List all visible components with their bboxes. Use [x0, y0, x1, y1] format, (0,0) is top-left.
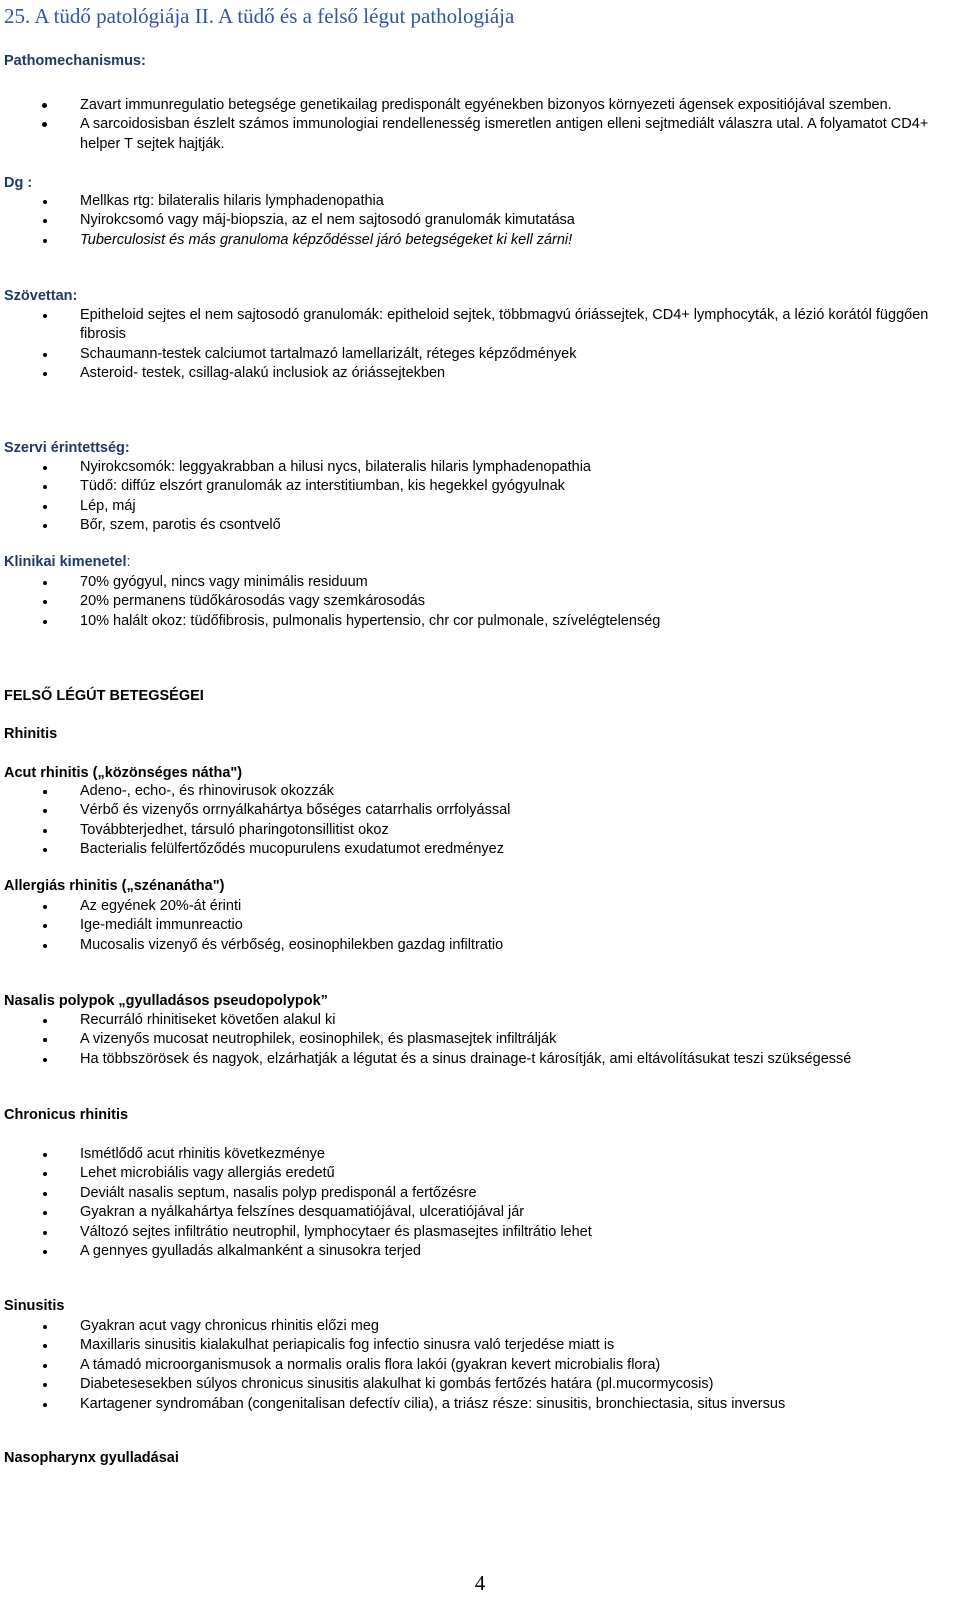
list-item: Zavart immunregulatio betegsége genetikailag predisponált egyénekben bizonyos környezeti ágensek expositiójával szemben. [0, 96, 960, 115]
list-item: Asteroid- testek, csillag-alakú inclusiok az óriássejtekben [0, 364, 960, 383]
list-item: Lehet microbiális vagy allergiás eredetű [0, 1164, 960, 1183]
list-item: Mucosalis vizenyő és vérbőség, eosinophilekben gazdag infiltratio [0, 936, 960, 955]
bullet-icon [42, 103, 47, 108]
bullet-icon [43, 1058, 47, 1062]
bullet-icon [43, 924, 47, 928]
list-item: Tüdő: diffúz elszórt granulomák az interstitiumban, kis hegekkel gyógyulnak [0, 477, 960, 496]
bullet-icon [43, 809, 47, 813]
list-pathomechanism [0, 96, 960, 154]
heading-nasalis-polypok: Nasalis polypok „gyulladásos pseudopolypok” [4, 993, 328, 1009]
list-item: Epitheloid sejtes el nem sajtosodó granulomák: epitheloid sejtek, többmagvú óriássejtek, CD4+ lymphocyták, a lézió korától függően fibrosis [0, 306, 960, 345]
bullet-icon [43, 353, 47, 357]
list-item: 20% permanens tüdőkárosodás vagy szemkárosodás [0, 592, 960, 611]
bullet-icon [43, 314, 47, 318]
bullet-icon [43, 239, 47, 243]
list-item: A vizenyős mucosat neutrophilek, eosinophilek, és plasmasejtek infiltrálják [0, 1030, 960, 1049]
list-item: Ismétlődő acut rhinitis következménye [0, 1145, 960, 1164]
list-item: Mellkas rtg: bilateralis hilaris lymphadenopathia [0, 192, 960, 211]
list-item: Diabetesesekben súlyos chronicus sinusitis alakulhat ki gombás fertőzés határa (pl.mucormycosis) [0, 1375, 960, 1394]
heading-szervi: Szervi érintettség: [4, 440, 130, 456]
list-item: Változó sejtes infiltrátio neutrophil, lymphocytaer és plasmasejtes infiltrátio lehet [0, 1223, 960, 1242]
heading-chronicus-rhinitis: Chronicus rhinitis [4, 1107, 129, 1123]
heading-dg: Dg : [4, 175, 33, 191]
list-item: Recurráló rhinitiseket követően alakul ki [0, 1011, 960, 1030]
list-item: Deviált nasalis septum, nasalis polyp predisponál a fertőzésre [0, 1184, 960, 1203]
list-dg [0, 192, 960, 250]
bullet-icon [43, 505, 47, 509]
bullet-icon [43, 1325, 47, 1329]
bullet-icon [43, 372, 47, 376]
list-item: Bőr, szem, parotis és csontvelő [0, 516, 960, 535]
list-allergias-rhinitis [0, 897, 960, 955]
bullet-icon [42, 122, 47, 127]
page-title: 25. A tüdő patológiája II. A tüdő és a felső légut pathologiája [4, 4, 515, 28]
bullet-icon [43, 1344, 47, 1348]
list-szovettan [0, 306, 960, 384]
list-item: Az egyének 20%-át érinti [0, 897, 960, 916]
heading-allergias-rhinitis: Allergiás rhinitis („szénanátha") [4, 878, 225, 894]
heading-szovettan: Szövettan: [4, 288, 78, 304]
bullet-icon [43, 620, 47, 624]
list-item: Adeno-, echo-, és rhinovirusok okozzák [0, 782, 960, 801]
list-item: Kartagener syndromában (congenitalisan defectív cilia), a triász része: sinusitis, bronchiectasia, situs inversus [0, 1395, 960, 1414]
list-szervi [0, 458, 960, 536]
list-acut-rhinitis [0, 782, 960, 860]
list-item: Nyirokcsomók: leggyakrabban a hilusi nycs, bilateralis hilaris lymphadenopathia [0, 458, 960, 477]
list-item: Vérbő és vizenyős orrnyálkahártya bőséges catarrhalis orrfolyással [0, 801, 960, 820]
heading-pathomechanism: Pathomechanismus: [4, 53, 146, 69]
bullet-icon [43, 219, 47, 223]
list-item: Gyakran acut vagy chronicus rhinitis előzi meg [0, 1317, 960, 1336]
list-item: Ige-mediált immunreactio [0, 916, 960, 935]
list-item: Nyirokcsomó vagy máj-biopszia, az el nem sajtosodó granulomák kimutatása [0, 211, 960, 230]
heading-nasopharynx: Nasopharynx gyulladásai [4, 1450, 179, 1466]
bullet-icon [43, 944, 47, 948]
list-item: Gyakran a nyálkahártya felszínes desquamatiójával, ulceratiójával jár [0, 1203, 960, 1222]
page-number: 4 [474, 1571, 486, 1595]
bullet-icon [43, 790, 47, 794]
bullet-icon [43, 485, 47, 489]
bullet-icon [43, 200, 47, 204]
heading-sinusitis: Sinusitis [4, 1298, 65, 1314]
list-item: Schaumann-testek calciumot tartalmazó lamellarizált, réteges képződmények [0, 345, 960, 364]
bullet-icon [43, 1383, 47, 1387]
list-item: A gennyes gyulladás alkalmanként a sinusokra terjed [0, 1242, 960, 1261]
bullet-icon [43, 600, 47, 604]
list-item: Tuberculosist és más granuloma képződéssel járó betegségeket ki kell zárni! [0, 231, 960, 250]
heading-rhinitis: Rhinitis [4, 726, 58, 742]
bullet-icon [43, 1403, 47, 1407]
bullet-icon [43, 466, 47, 470]
bullet-icon [43, 1038, 47, 1042]
bullet-icon [43, 1250, 47, 1254]
bullet-icon [43, 1019, 47, 1023]
list-item: A támadó microorganismusok a normalis oralis flora lakói (gyakran kevert microbialis flora) [0, 1356, 960, 1375]
list-item: Ha többszörösek és nagyok, elzárhatják a légutat és a sinus drainage-t károsítják, ami eltávolításukat teszi szükségessé [0, 1050, 960, 1069]
bullet-icon [43, 1231, 47, 1235]
bullet-icon [43, 1172, 47, 1176]
bullet-icon [43, 905, 47, 909]
list-item: A sarcoidosisban észlelt számos immunologiai rendellenesség ismeretlen antigen elleni sejtmediált válaszra utal. A folyamatot CD4+ helper T sejtek hajtják. [0, 115, 960, 154]
bullet-icon [43, 1153, 47, 1157]
bullet-icon [43, 829, 47, 833]
list-item: 70% gyógyul, nincs vagy minimális residuum [0, 573, 960, 592]
list-sinusitis [0, 1317, 960, 1414]
bullet-icon [43, 524, 47, 528]
list-item: Maxillaris sinusitis kialakulhat periapicalis fog infectio sinusra való terjedése miatt is [0, 1336, 960, 1355]
bullet-icon [43, 848, 47, 852]
list-chronicus-rhinitis [0, 1145, 960, 1261]
list-item: 10% halált okoz: tüdőfibrosis, pulmonalis hypertensio, chr cor pulmonale, szívelégtelenség [0, 612, 960, 631]
heading-felso-legut: FELSŐ LÉGÚT BETEGSÉGEI [4, 688, 204, 704]
list-item: Továbbterjedhet, társuló pharingotonsillitist okoz [0, 821, 960, 840]
bullet-icon [43, 1211, 47, 1215]
heading-acut-rhinitis: Acut rhinitis („közönséges nátha") [4, 765, 243, 781]
list-klinikai [0, 573, 960, 631]
list-nasalis-polypok [0, 1011, 960, 1069]
heading-klinikai: Klinikai kimenetel: [4, 554, 131, 570]
list-item: Bacterialis felülfertőződés mucopurulens exudatumot eredményez [0, 840, 960, 859]
bullet-icon [43, 581, 47, 585]
bullet-icon [43, 1364, 47, 1368]
bullet-icon [43, 1192, 47, 1196]
list-item: Lép, máj [0, 497, 960, 516]
